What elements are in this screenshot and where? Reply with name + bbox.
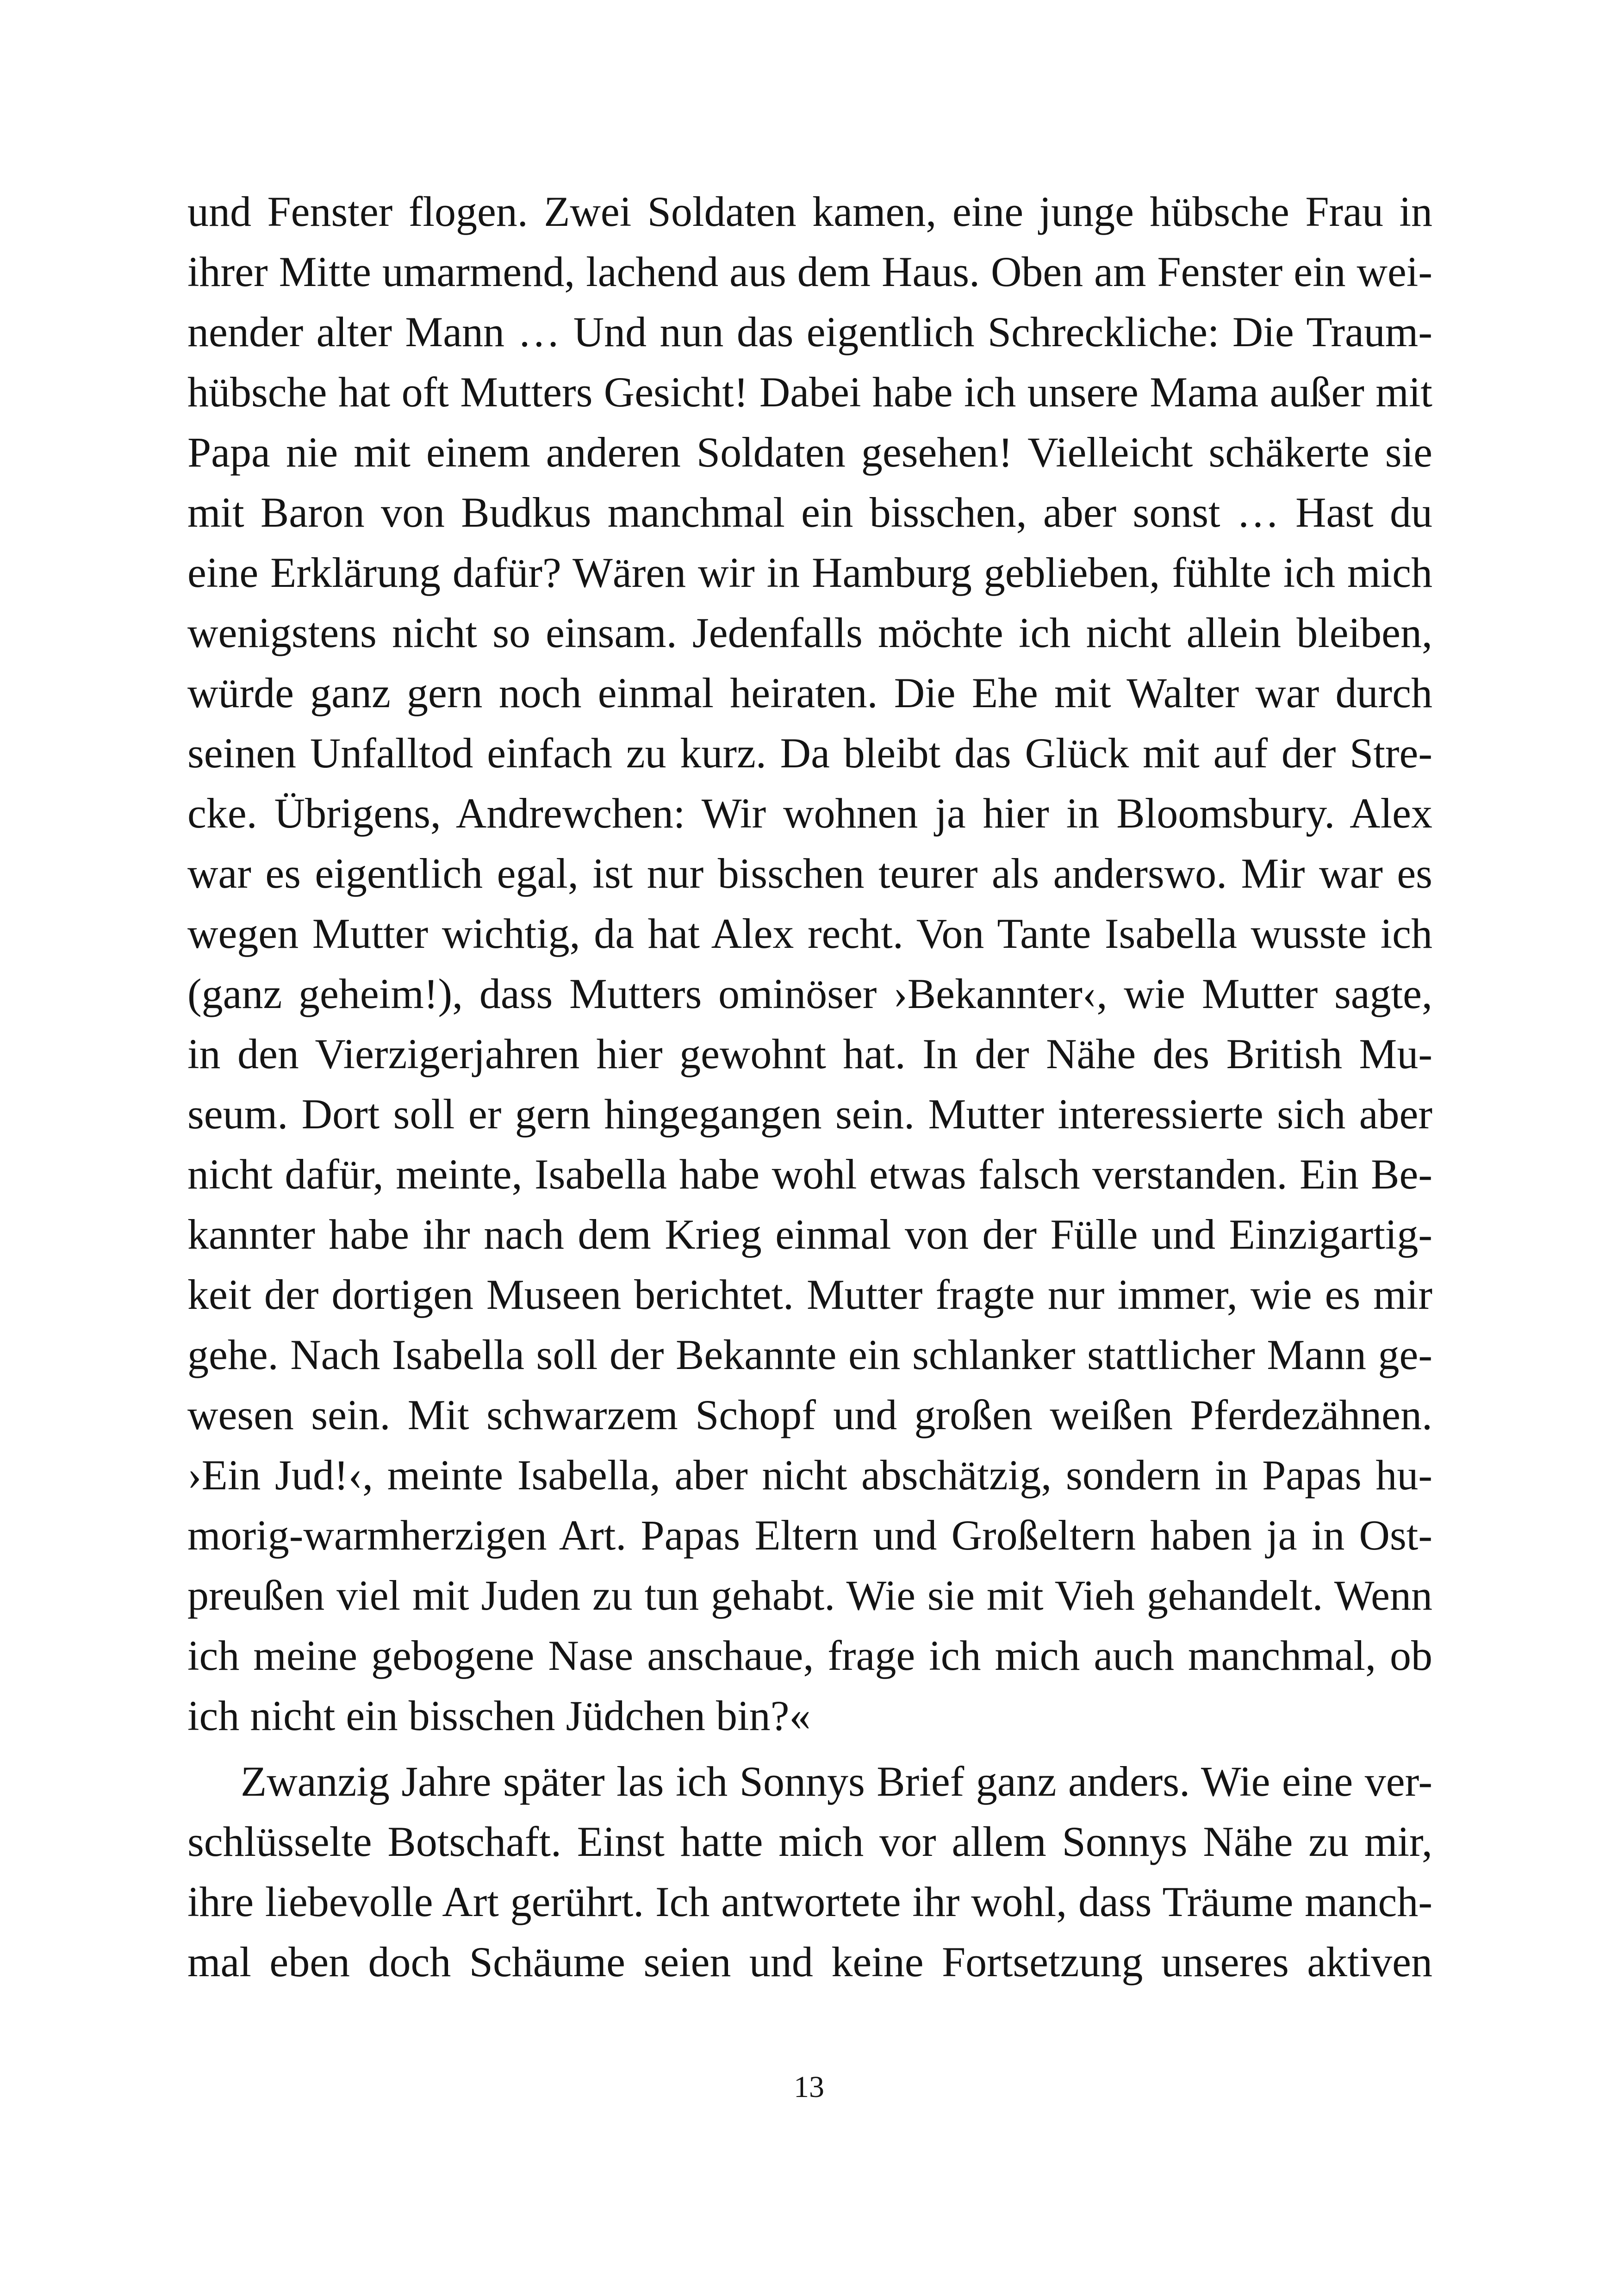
text-line: mit Baron von Budkus manchmal ein bisschen, aber sonst … Hast du bbox=[187, 489, 1432, 536]
text-line: keit der dortigen Museen berichtet. Mutter fragte nur immer, wie es mir bbox=[187, 1271, 1432, 1318]
text-line: kannter habe ihr nach dem Krieg einmal von der Fülle und Einzigartig- bbox=[187, 1211, 1432, 1258]
text-line: hübsche hat oft Mutters Gesicht! Dabei habe ich unsere Mama außer mit bbox=[187, 368, 1432, 416]
text-line: seinen Unfalltod einfach zu kurz. Da bleibt das Glück mit auf der Stre- bbox=[187, 729, 1432, 777]
text-line: würde ganz gern noch einmal heiraten. Die Ehe mit Walter war durch bbox=[187, 669, 1432, 716]
text-line: gehe. Nach Isabella soll der Bekannte ein schlanker stattlicher Mann ge- bbox=[187, 1331, 1432, 1378]
text-line: preußen viel mit Juden zu tun gehabt. Wie sie mit Vieh gehandelt. Wenn bbox=[187, 1572, 1432, 1619]
text-line: Zwanzig Jahre später las ich Sonnys Brief ganz anders. Wie eine ver- bbox=[241, 1758, 1432, 1805]
text-line: und Fenster flogen. Zwei Soldaten kamen, eine junge hübsche Frau in bbox=[187, 188, 1432, 235]
text-line: ›Ein Jud!‹, meinte Isabella, aber nicht abschätzig, sondern in Papas hu- bbox=[187, 1451, 1432, 1499]
text-line: seum. Dort soll er gern hingegangen sein. Mutter interessierte sich aber bbox=[187, 1090, 1432, 1138]
text-line: ihre liebevolle Art gerührt. Ich antwortete ihr wohl, dass Träume manch- bbox=[187, 1878, 1432, 1925]
text-line: war es eigentlich egal, ist nur bisschen teurer als anderswo. Mir war es bbox=[187, 850, 1432, 897]
text-line: wenigstens nicht so einsam. Jedenfalls möchte ich nicht allein bleiben, bbox=[187, 609, 1432, 656]
page-number: 13 bbox=[794, 2070, 824, 2104]
text-line: ich nicht ein bisschen Jüdchen bin?« bbox=[187, 1692, 811, 1739]
paragraph-2 bbox=[187, 1751, 1432, 1992]
text-line: eine Erklärung dafür? Wären wir in Hamburg geblieben, fühlte ich mich bbox=[187, 549, 1432, 596]
text-line: schlüsselte Botschaft. Einst hatte mich vor allem Sonnys Nähe zu mir, bbox=[187, 1818, 1432, 1865]
text-line: ich meine gebogene Nase anschaue, frage ich mich auch manchmal, ob bbox=[187, 1632, 1432, 1679]
text-line: in den Vierzigerjahren hier gewohnt hat. In der Nähe des British Mu- bbox=[187, 1030, 1432, 1077]
text-line: mal eben doch Schäume seien und keine Fortsetzung unseres aktiven bbox=[187, 1938, 1432, 1985]
body-text bbox=[187, 181, 1432, 1992]
text-line: wegen Mutter wichtig, da hat Alex recht. Von Tante Isabella wusste ich bbox=[187, 910, 1432, 957]
text-line: Papa nie mit einem anderen Soldaten gesehen! Vielleicht schäkerte sie bbox=[187, 429, 1432, 476]
text-line: cke. Übrigens, Andrewchen: Wir wohnen ja hier in Bloomsbury. Alex bbox=[187, 790, 1432, 837]
text-line: wesen sein. Mit schwarzem Schopf und großen weißen Pferdezähnen. bbox=[187, 1391, 1432, 1438]
paragraph-1 bbox=[187, 181, 1432, 1746]
text-line: morig-warmherzigen Art. Papas Eltern und Großeltern haben ja in Ost- bbox=[187, 1512, 1432, 1559]
text-line: nicht dafür, meinte, Isabella habe wohl etwas falsch verstanden. Ein Be- bbox=[187, 1151, 1432, 1198]
text-line: nender alter Mann … Und nun das eigentlich Schreckliche: Die Traum- bbox=[187, 308, 1432, 355]
text-line: (ganz geheim!), dass Mutters ominöser ›Bekannter‹, wie Mutter sagte, bbox=[187, 970, 1432, 1017]
paragraph-spacer bbox=[187, 1746, 1432, 1751]
text-line: ihrer Mitte umarmend, lachend aus dem Haus. Oben am Fenster ein wei- bbox=[187, 248, 1432, 295]
